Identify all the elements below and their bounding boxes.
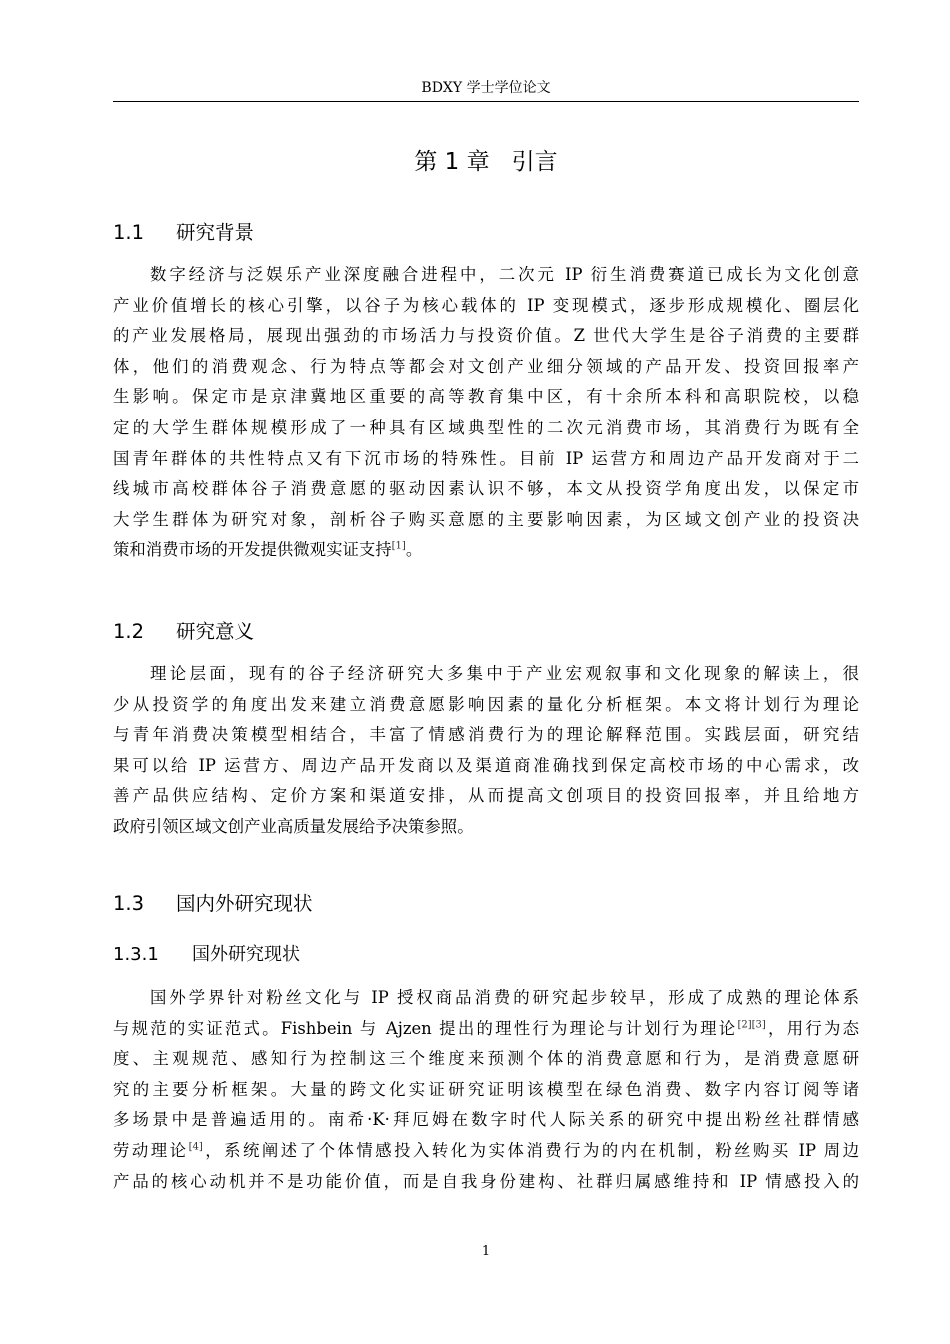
paragraph-line: 大学生群体为研究对象，剖析谷子购买意愿的主要影响因素，为区域文创产业的投资决 <box>113 509 859 529</box>
paragraph-background <box>113 260 859 566</box>
paragraph-line: 度、主观规范、感知行为控制这三个维度来预测个体的消费意愿和行为，是消费意愿研 <box>113 1049 859 1069</box>
paragraph-line: 政府引领区域文创产业高质量发展给予决策参照。 <box>113 816 474 836</box>
section-heading-1-2 <box>113 618 254 646</box>
citation[interactable]: [1] <box>391 540 406 552</box>
paragraph-line: 理论层面，现有的谷子经济研究大多集中于产业宏观叙事和文化现象的解读上，很 <box>150 664 859 683</box>
subsection-number: 1.3.1 <box>113 944 159 965</box>
paragraph-text: 与规范的实证范式。Fishbein 与 Ajzen 提出的理性行为理论与计划行为理论 <box>113 1018 738 1038</box>
paragraph-line: 产业价值增长的核心引擎，以谷子为核心载体的 IP 变现模式，逐步形成规模化、圈层化 <box>113 295 859 315</box>
section-number: 1.3 <box>113 892 145 915</box>
citation[interactable]: [2][3] <box>737 1019 766 1031</box>
paragraph-line: 究的主要分析框架。大量的跨文化实证研究证明该模型在绿色消费、数字内容订阅等诸 <box>113 1079 859 1099</box>
paragraph-line: 果可以给 IP 运营方、周边产品开发商以及渠道商准确找到保定高校市场的中心需求，改 <box>113 755 859 775</box>
paragraph-line: 国外学界针对粉丝文化与 IP 授权商品消费的研究起步较早，形成了成熟的理论体系 <box>150 988 859 1007</box>
chapter-number: 第 1 章 <box>414 149 490 175</box>
section-heading-1-3 <box>113 890 313 918</box>
section-heading-1-1 <box>113 219 254 247</box>
paragraph-foreign-research <box>113 983 859 1197</box>
paragraph-line: 多场景中是普遍适用的。南希·K·拜厄姆在数字时代人际关系的研究中提出粉丝社群情感 <box>113 1110 859 1130</box>
paragraph-line: 定的大学生群体规模形成了一种具有区域典型性的二次元消费市场，其消费行为既有全 <box>113 417 859 437</box>
running-header: BDXY 学士学位论文 <box>421 80 551 96</box>
paragraph-text: ，用行为态 <box>765 1018 860 1038</box>
citation[interactable]: [4] <box>188 1141 203 1153</box>
paragraph-line <box>113 535 859 566</box>
paragraph-line: 产品的核心动机并不是功能价值，而是自我身份建构、社群归属感维持和 IP 情感投入的 <box>113 1171 859 1191</box>
section-number: 1.2 <box>113 620 145 643</box>
page-number: 1 <box>481 1244 491 1259</box>
chapter-name: 引言 <box>511 149 558 175</box>
paragraph-line: 的产业发展格局，展现出强劲的市场活力与投资价值。Z 世代大学生是谷子消费的主要群 <box>113 326 859 346</box>
paragraph-significance <box>113 659 859 843</box>
paragraph-line: 善产品供应结构、定价方案和渠道安排，从而提高文创项目的投资回报率，并且给地方 <box>113 786 859 806</box>
paragraph-text: ，系统阐述了个体情感投入转化为实体消费行为的内在机制，粉丝购买 IP 周边 <box>202 1140 860 1160</box>
paragraph-line: 生影响。保定市是京津冀地区重要的高等教育集中区，有十余所本科和高职院校，以稳 <box>113 387 859 407</box>
paragraph-line <box>113 1136 859 1167</box>
paragraph-text: 劳动理论 <box>113 1140 189 1160</box>
chapter-title <box>113 146 859 178</box>
paragraph-line: 少从投资学的角度出发来建立消费意愿影响因素的量化分析框架。本文将计划行为理论 <box>113 694 859 714</box>
paragraph-line: 体，他们的消费观念、行为特点等都会对文创产业细分领域的产品开发、投资回报率产 <box>113 356 859 376</box>
subsection-heading-1-3-1 <box>113 942 300 968</box>
header-rule <box>113 101 859 102</box>
subsection-title: 国外研究现状 <box>192 944 300 965</box>
section-number: 1.1 <box>113 221 145 244</box>
paragraph-line: 数字经济与泛娱乐产业深度融合进程中，二次元 IP 衍生消费赛道已成长为文化创意 <box>150 265 859 284</box>
paragraph-line: 线城市高校群体谷子消费意愿的驱动因素认识不够，本文从投资学角度出发，以保定市 <box>113 479 859 499</box>
paragraph-line: 国青年群体的共性特点又有下沉市场的特殊性。目前 IP 运营方和周边产品开发商对于二 <box>113 448 859 468</box>
paragraph-text: 。 <box>405 540 423 560</box>
section-title: 研究意义 <box>176 620 255 643</box>
paragraph-text: 策和消费市场的开发提供微观实证支持 <box>113 540 392 560</box>
paragraph-line: 与青年消费决策模型相结合，丰富了情感消费行为的理论解释范围。实践层面，研究结 <box>113 725 859 745</box>
section-title: 研究背景 <box>176 221 255 244</box>
section-title: 国内外研究现状 <box>176 892 313 915</box>
paragraph-line <box>113 1014 859 1045</box>
